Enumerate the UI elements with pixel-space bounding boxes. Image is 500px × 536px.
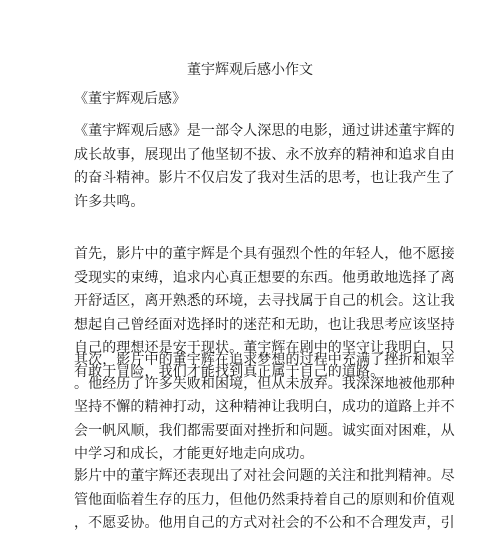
paragraph-line: 有敢于冒险，我们才能找到真正属于自己的道路。	[74, 363, 385, 380]
paragraph-line: 许多共鸣。	[74, 193, 145, 210]
paragraph-4	[74, 465, 455, 536]
paragraph-line: 坚持不懈的精神打动，这种精神让我明白，成功的道路上并不	[74, 399, 455, 415]
paragraph-line: 自己的理想还是安于现状。董宇辉在剧中的坚守让我明白，只	[74, 340, 455, 356]
paragraph-line: 会一帆风顺，我们都需要面对挫折和问题。诚实面对困难，从	[74, 422, 455, 439]
paragraph-line: 受现实的束缚，追求内心真正想要的东西。他勇敢地选择了离	[74, 269, 455, 286]
paragraph-3	[74, 349, 455, 467]
paragraph-line: 《董宇辉观后感》是一部令人深思的电影，通过讲述董宇辉的	[74, 123, 455, 139]
paragraph-line: ，不愿妥协。他用自己的方式对社会的不公和不合理发声，引	[74, 515, 455, 531]
document-subtitle: 《董宇辉观后感》	[74, 91, 186, 107]
paragraph-line: 想起自己曾经面对选择时的迷茫和无助，也让我思考应该坚持	[74, 316, 455, 333]
paragraph-line: 的奋斗精神。影片不仅启发了我对生活的思考，也让我产生了	[74, 170, 455, 186]
paragraph-line: 开舒适区，离开熟悉的环境，去寻找属于自己的机会。这让我	[74, 293, 455, 309]
paragraph-line: 成长故事，展现出了他坚韧不拔、永不放弃的精神和追求自由	[74, 146, 455, 163]
paragraph-line: 影片中的董宇辉还表现出了对社会问题的关注和批判精神。尽	[74, 468, 455, 484]
document-title: 董宇辉观后感小作文	[187, 62, 313, 78]
paragraph-1	[74, 120, 455, 214]
paragraph-line: 首先，影片中的董宇辉是个具有强烈个性的年轻人，他不愿接	[74, 246, 455, 262]
paragraph-line: 其次，影片中的董宇辉在追求梦想的过程中充满了挫折和艰辛	[74, 352, 455, 368]
paragraph-line: 中学习和成长，才能更好地走向成功。	[74, 446, 314, 462]
paragraph-line: 管他面临着生存的压力，但他仍然秉持着自己的原则和价值观	[74, 491, 455, 508]
paragraph-line: 。他经历了许多失败和困境，但从未放弃。我深深地被他那种	[74, 375, 455, 392]
